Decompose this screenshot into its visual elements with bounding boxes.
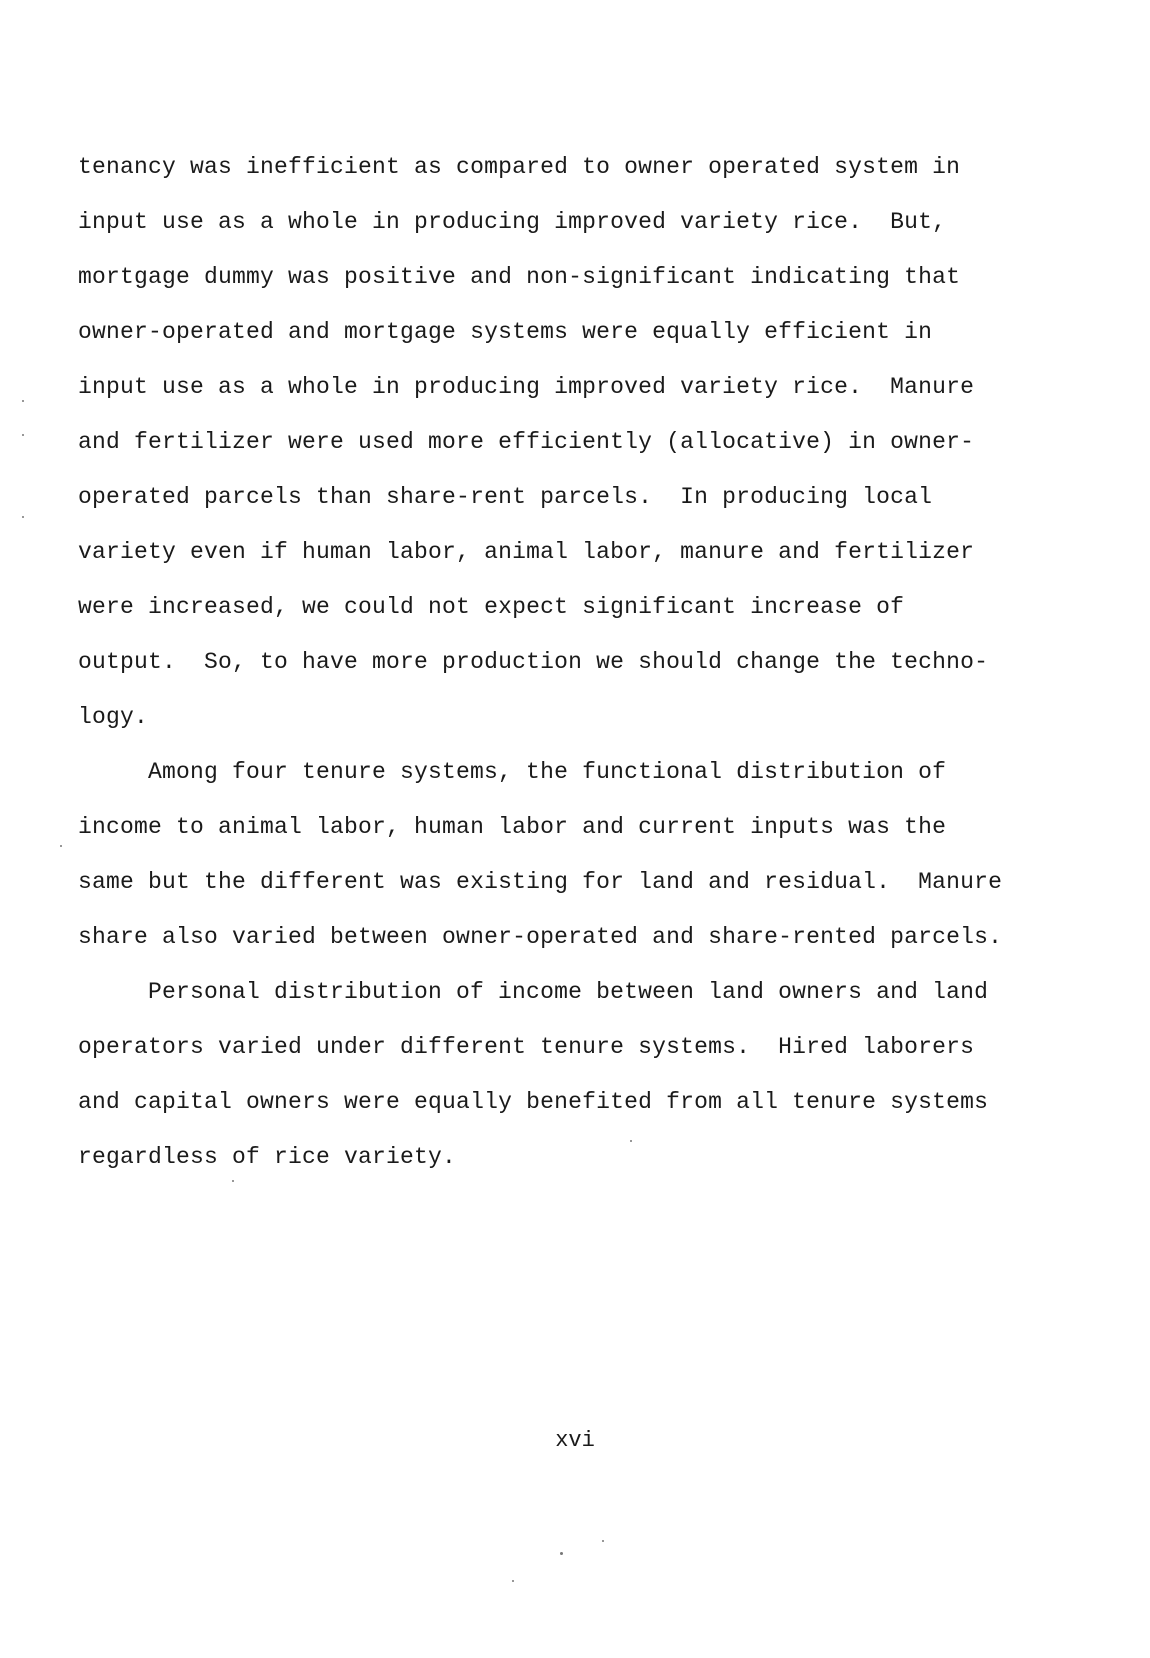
scan-speck [60, 845, 62, 847]
paragraph-3 [78, 965, 998, 1185]
text-line: Among four tenure systems, the functional distribution of [148, 759, 947, 785]
text-line: share also varied between owner-operated and share-rented parcels. [78, 924, 1003, 950]
text-line: income to animal labor, human labor and current inputs was the [78, 814, 947, 840]
scan-speck [22, 516, 24, 518]
paragraph-2 [78, 745, 1003, 965]
body-text [78, 140, 1003, 1185]
text-line: input use as a whole in producing improved variety rice. But, [78, 209, 947, 235]
page-number: xvi [555, 1428, 595, 1453]
text-line: mortgage dummy was positive and non-significant indicating that [78, 264, 961, 290]
text-line: Personal distribution of income between land owners and land [148, 979, 989, 1005]
text-line: operated parcels than share-rent parcels. In producing local [78, 484, 933, 510]
scan-speck [232, 1180, 234, 1182]
paragraph-1 [78, 140, 998, 745]
text-line: owner-operated and mortgage systems were equally efficient in [78, 319, 933, 345]
text-line: and fertilizer were used more efficiently (allocative) in owner- [78, 429, 975, 455]
text-line: variety even if human labor, animal labor, manure and fertilizer [78, 539, 975, 565]
text-line: input use as a whole in producing improved variety rice. Manure [78, 374, 975, 400]
scan-speck [22, 400, 24, 402]
text-line: tenancy was inefficient as compared to owner operated system in [78, 154, 961, 180]
text-line: and capital owners were equally benefited from all tenure systems [78, 1089, 989, 1115]
scan-speck [512, 1580, 514, 1582]
text-line: logy. [78, 704, 149, 730]
text-line: were increased, we could not expect significant increase of [78, 594, 905, 620]
text-line: regardless of rice variety. [78, 1144, 457, 1170]
scan-speck [22, 434, 24, 436]
text-line: same but the different was existing for land and residual. Manure [78, 869, 1003, 895]
text-line: operators varied under different tenure systems. Hired laborers [78, 1034, 975, 1060]
scan-speck [602, 1540, 604, 1542]
scan-speck [630, 1140, 632, 1142]
text-line: output. So, to have more production we should change the techno- [78, 649, 989, 675]
scan-speck [560, 1552, 563, 1555]
